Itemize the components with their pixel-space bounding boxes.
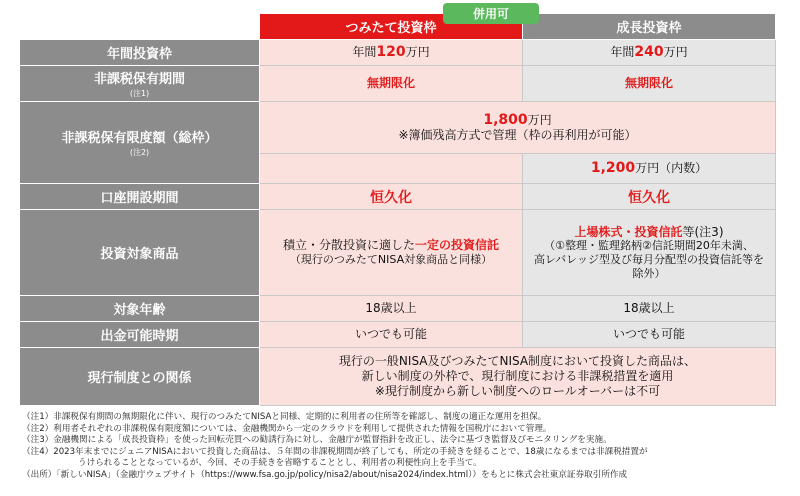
footnote-1: （注1）非課税保有期間の無期限化に伴い、現行のつみたてNISAと同様、定期的に利用者の住所等を確認し、制度の適正な運用を担保。 xyxy=(22,412,547,422)
source-note: （出所）「新しいNISA」（金融庁ウェブサイト（https://www.fsa.go.jp/policy/nisa2/about/nisa2024/index.html））をもとに株式会社東京証券取引所作成 xyxy=(22,469,628,480)
withdraw-tsumitate-text: いつでも可能 xyxy=(354,327,427,341)
footnotes xyxy=(22,412,792,482)
products-tsumitate-note: （現行のつみたてNISA対象商品と同様） xyxy=(289,253,493,266)
row-label-account xyxy=(20,184,260,210)
footnote-3: （注3）金融機関による「成長投資枠」を使った回転売買への勧誘行為に対し、金融庁が監督指針を改正し、法令に基づき監督及びモニタリングを実施。 xyxy=(22,435,612,446)
row-label-text: 投資対象商品 xyxy=(100,247,179,262)
row-label-text: 現行制度との関係 xyxy=(87,371,192,386)
annual-pre: 年間 xyxy=(352,45,377,59)
badge-label: 併用可 xyxy=(472,7,509,21)
account-growth xyxy=(523,184,776,210)
column-header-tsumitate-label: つみたて投資枠 xyxy=(345,21,437,36)
row-label-note: (注2) xyxy=(129,148,150,157)
relation-line2: 新しい制度の外枠で、現行制度における非課税措置を適用 xyxy=(361,369,674,383)
row-label-note: (注1) xyxy=(129,89,150,98)
products-growth-post: 等(注3) xyxy=(682,224,724,239)
limit-growth-unit: 万円（内数） xyxy=(635,161,708,175)
limit-total-amount xyxy=(483,113,551,128)
period-tsumitate-text: 無期限化 xyxy=(366,76,415,90)
annual-tsumitate-amount: 120 xyxy=(376,44,406,60)
annual-tsumitate xyxy=(260,40,523,66)
annual-pre: 年間 xyxy=(610,45,635,59)
limit-total-number: 1,800 xyxy=(483,111,528,128)
limit-growth xyxy=(523,154,776,184)
row-label-period xyxy=(20,66,260,102)
limit-total-note: ※簿価残高方式で管理（枠の再利用が可能） xyxy=(398,127,637,142)
row-label-text: 口座開設期間 xyxy=(100,191,179,206)
relation-line1: 現行の一般NISA及びつみたてNISA制度において投資した商品は、 xyxy=(338,354,697,368)
products-tsumitate-line1 xyxy=(283,238,499,253)
row-label-age xyxy=(20,296,260,322)
products-growth-line3: 高レバレッジ型及び毎月分配型の投資信託等を xyxy=(533,252,765,266)
row-label-withdraw xyxy=(20,322,260,348)
age-growth xyxy=(523,296,776,322)
column-header-growth xyxy=(523,14,776,40)
row-label-products xyxy=(20,210,260,296)
row-label-text: 年間投資枠 xyxy=(106,47,172,62)
products-tsumitate-emphasis: 一定の投資信託 xyxy=(415,238,500,252)
withdraw-growth xyxy=(523,322,776,348)
account-tsumitate-text: 恒久化 xyxy=(370,189,412,206)
products-tsumitate xyxy=(260,210,523,296)
period-growth-text: 無期限化 xyxy=(624,76,673,90)
products-growth-line2: （①整理・監理銘柄②信託期間20年未満、 xyxy=(544,238,754,252)
products-growth-line1 xyxy=(574,225,723,239)
withdraw-growth-text: いつでも可能 xyxy=(612,327,685,341)
column-header-growth-label: 成長投資枠 xyxy=(616,21,682,36)
age-growth-text: 18歳以上 xyxy=(623,301,675,315)
row-label-text: 非課税保有限度額（総枠） xyxy=(61,131,218,146)
row-label-text: 対象年齢 xyxy=(113,303,166,318)
age-tsumitate-text: 18歳以上 xyxy=(365,301,417,315)
relation-content xyxy=(260,348,776,406)
footnote-4-continued: うけられることとなっているが、今回、その手続きを省略することとし、利用者の利便性向上を手当て。 xyxy=(78,458,482,469)
nisa-comparison-table xyxy=(20,14,776,406)
limit-growth-number: 1,200 xyxy=(590,160,636,176)
limit-total-unit: 万円 xyxy=(527,112,552,127)
row-label-text: 出金可能時期 xyxy=(100,329,179,344)
annual-growth xyxy=(523,40,776,66)
products-growth-emphasis: 上場株式・投資信託 xyxy=(574,224,683,239)
table-corner xyxy=(20,14,260,40)
annual-unit: 万円 xyxy=(663,45,688,59)
age-tsumitate xyxy=(260,296,523,322)
limit-tsumitate-blank xyxy=(260,154,523,184)
products-growth-line4: 除外） xyxy=(632,266,666,280)
annual-growth-amount: 240 xyxy=(634,44,664,60)
concurrent-use-badge xyxy=(443,3,539,24)
row-label-relation xyxy=(20,348,260,406)
account-growth-text: 恒久化 xyxy=(628,189,670,206)
row-label-annual xyxy=(20,40,260,66)
row-label-text: 非課税保有期間 xyxy=(93,72,185,87)
withdraw-tsumitate xyxy=(260,322,523,348)
period-growth xyxy=(523,66,776,102)
annual-unit: 万円 xyxy=(405,45,430,59)
products-growth xyxy=(523,210,776,296)
period-tsumitate xyxy=(260,66,523,102)
footnote-4: （注4）2023年末までにジュニアNISAにおいて投資した商品は、５年間の非課税期間が終了しても、所定の手続きを経ることで、18歳になるまでは非課税措置が xyxy=(22,446,648,457)
limit-total xyxy=(260,102,776,154)
relation-line3: ※現行制度から新しい制度へのロールオーバーは不可 xyxy=(374,384,661,398)
products-tsumitate-pre: 積立・分散投資に適した xyxy=(282,238,415,252)
row-label-limit xyxy=(20,102,260,184)
account-tsumitate xyxy=(260,184,523,210)
footnote-2: （注2）利用者それぞれの非課税保有限度額については、金融機関から一定のクラウドを利用して提供された情報を国税庁において管理。 xyxy=(22,423,552,434)
